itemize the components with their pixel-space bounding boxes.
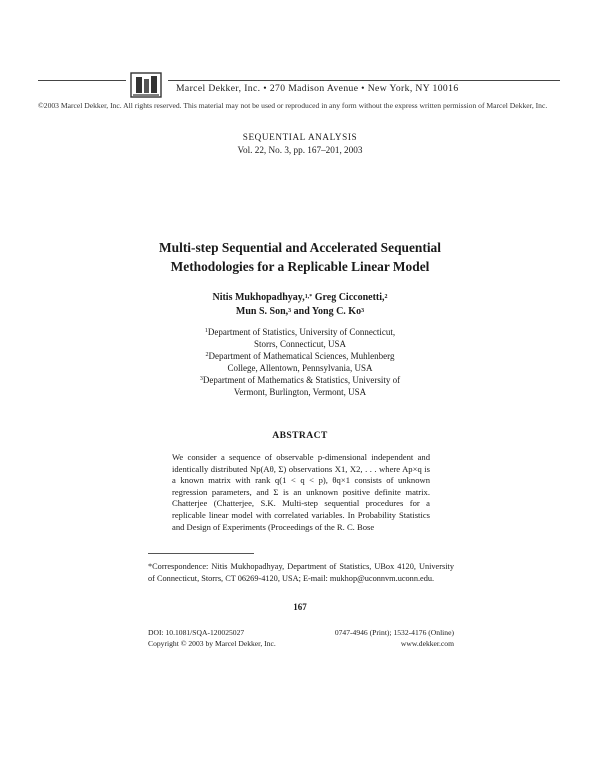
author-1-sup: 1,* (304, 294, 313, 300)
affiliation-3 (180, 374, 420, 398)
title-line-2: Methodologies for a Replicable Linear Model (170, 259, 430, 274)
affiliation-1 (180, 326, 420, 350)
affiliation-2-line-2: College, Allentown, Pennsylvania, USA (227, 363, 373, 373)
affiliation-1-line-2: Storrs, Connecticut, USA (254, 339, 346, 349)
author-3: Mun S. Son, (235, 306, 289, 317)
header-rule-left (38, 80, 126, 81)
publisher-logo-icon (128, 70, 164, 100)
footer-left (148, 628, 276, 649)
article-title (100, 238, 500, 276)
author-3-sup: 3 (288, 308, 292, 314)
footer-right (330, 628, 454, 649)
affiliation-3-line-2: Vermont, Burlington, Vermont, USA (233, 387, 367, 397)
author-2-sup: 2 (384, 294, 388, 300)
affiliation-3-sup: 3 (199, 376, 203, 382)
footnote-rule (148, 553, 254, 554)
author-4: Yong C. Ko (311, 306, 362, 317)
author-1: Nitis Mukhopadhyay, (212, 292, 305, 303)
abstract-body: We consider a sequence of observable p-dimensional independent and identically distributed Np(Aθ, Σ) observations X1, X2, . . . where Ap×q is a known matrix with rank q(1 < q < p), θq×1 consists of unknown regression parameters, and Σ is an unknown positive definite matrix. Chatterjee (Chatterjee, S.K. Multi-step sequential procedures for a replicable linear model with correlated variables. In Probability Statistics and Design of Experiments (Proceedings of the R. C. Bose (172, 452, 430, 532)
title-line-1: Multi-step Sequential and Accelerated Sequential (159, 240, 441, 255)
journal-name: SEQUENTIAL ANALYSIS (242, 132, 358, 142)
footer-issn: 0747-4946 (Print); 1532-4176 (Online) (334, 628, 454, 637)
affiliations (180, 326, 420, 398)
volume-info: Vol. 22, No. 3, pp. 167–201, 2003 (237, 145, 363, 155)
header-rule-right (168, 80, 560, 81)
author-and: and (293, 306, 310, 317)
affiliation-3-line-1: Department of Mathematics & Statistics, University of (202, 375, 401, 385)
footer-doi: DOI: 10.1081/SQA-120025027 (148, 628, 245, 637)
affiliation-1-sup: 1 (204, 328, 208, 334)
page-number: 167 (293, 602, 307, 612)
author-2: Greg Cicconetti, (314, 292, 385, 303)
affiliation-2 (180, 350, 420, 374)
affiliation-1-line-1: Department of Statistics, University of Connecticut, (207, 327, 396, 337)
footer-website[interactable]: www.dekker.com (400, 638, 454, 648)
footer-copyright: Copyright © 2003 by Marcel Dekker, Inc. (148, 638, 276, 648)
abstract-heading: ABSTRACT (272, 430, 328, 441)
correspondence-footnote: *Correspondence: Nitis Mukhopadhyay, Department of Statistics, UBox 4120, University of Connecticut, Storrs, CT 06269-4120, USA; E-mail: mukhop@uconnvm.uconn.edu. (148, 562, 454, 583)
author-list (150, 291, 450, 319)
publisher-line: Marcel Dekker, Inc. • 270 Madison Avenue • New York, NY 10016 (176, 83, 459, 94)
author-4-sup: 3 (361, 308, 365, 314)
copyright-notice: ©2003 Marcel Dekker, Inc. All rights reserved. This material may not be used or reproduced in any form without the express written permission of Marcel Dekker, Inc. (38, 101, 548, 110)
affiliation-2-sup: 2 (205, 352, 209, 358)
affiliation-2-line-1: Department of Mathematical Sciences, Muhlenberg (208, 351, 395, 361)
